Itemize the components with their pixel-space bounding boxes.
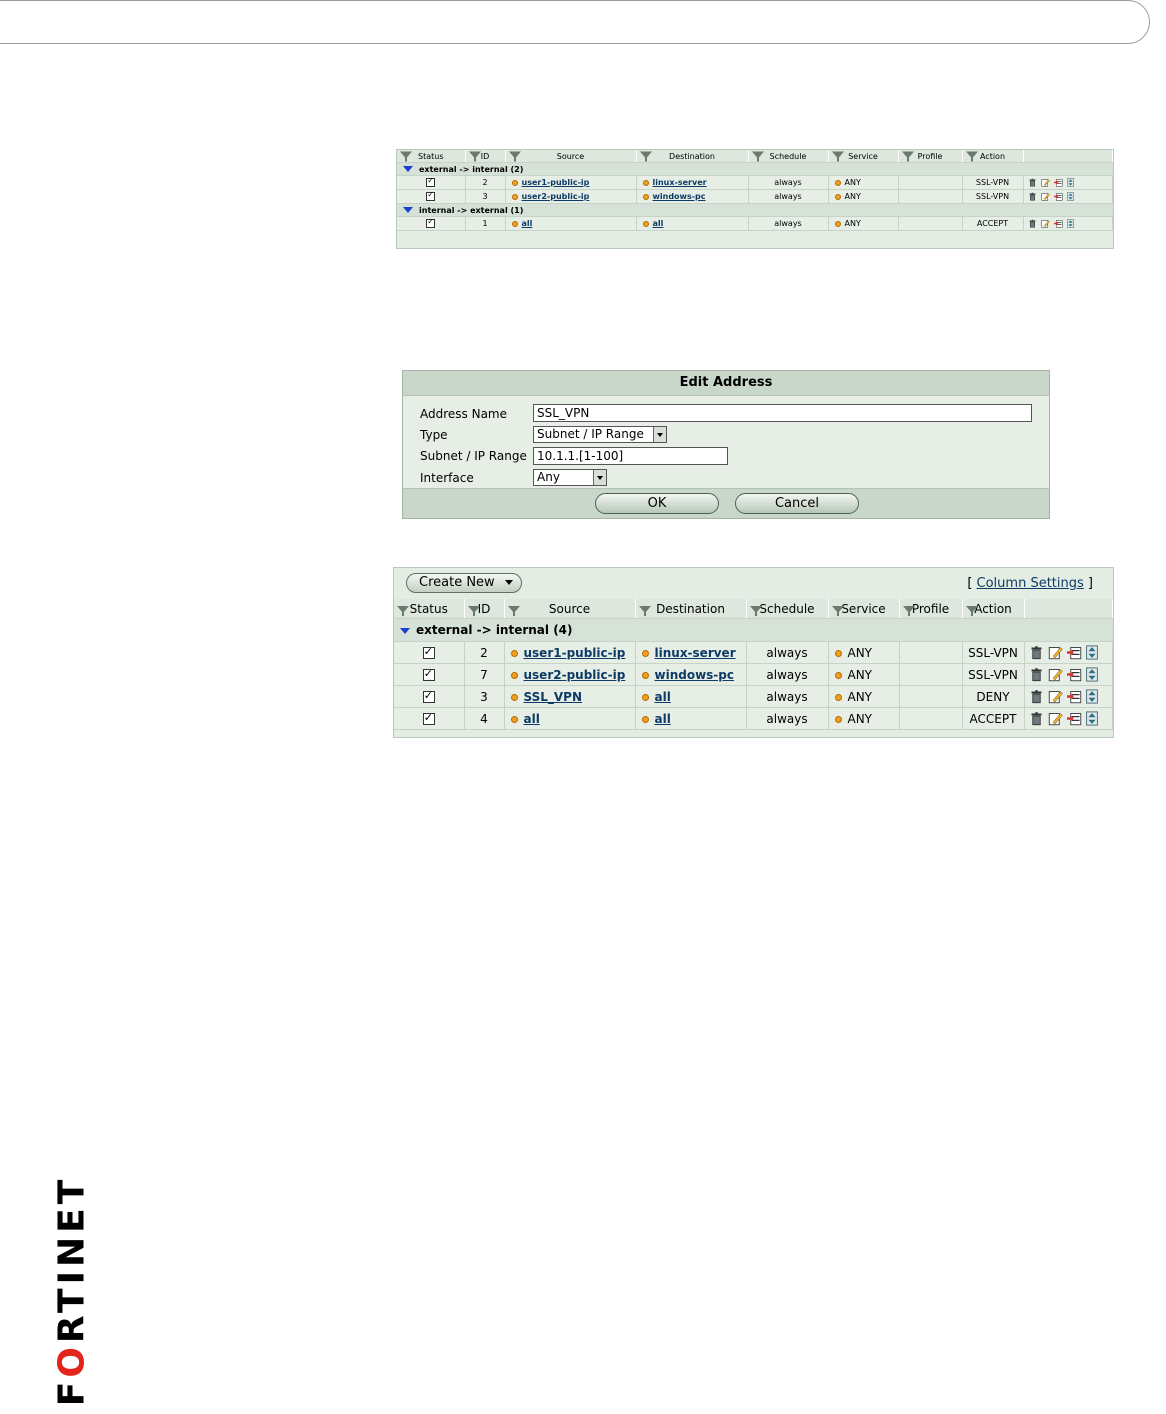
- column-header-actions: [1024, 599, 1113, 619]
- source-link[interactable]: SSL_VPN: [523, 689, 583, 704]
- column-header-label: Source: [556, 151, 585, 161]
- destination-link[interactable]: all: [654, 711, 671, 726]
- status-cell: [397, 190, 465, 204]
- filter-icon[interactable]: [752, 152, 764, 161]
- address-dot-icon: [642, 650, 649, 657]
- group-row[interactable]: [397, 163, 1113, 176]
- address-dot-icon: [511, 672, 518, 679]
- column-header-label: Service: [848, 151, 878, 161]
- column-header-label: Profile: [917, 151, 943, 161]
- column-header-destination[interactable]: [636, 150, 748, 163]
- source-cell: [504, 686, 635, 708]
- edit-icon[interactable]: [1041, 219, 1050, 228]
- expand-triangle-icon[interactable]: [400, 628, 410, 634]
- address-name-label: Address Name: [420, 407, 508, 421]
- column-header-status[interactable]: [397, 150, 465, 163]
- service-cell: ANY: [828, 176, 898, 190]
- source-link[interactable]: all: [521, 219, 533, 228]
- policy-table-after: [393, 567, 1114, 738]
- id-cell: 4: [464, 708, 504, 730]
- insert-policy-icon[interactable]: [1054, 219, 1063, 228]
- service-cell: ANY: [828, 686, 899, 708]
- column-header-label: Source: [548, 601, 591, 616]
- column-header-service[interactable]: [828, 150, 898, 163]
- cancel-button[interactable]: Cancel: [735, 493, 859, 514]
- bracket-close: ]: [1087, 576, 1093, 591]
- source-link[interactable]: user2-public-ip: [521, 192, 590, 201]
- column-header-label: Action: [974, 601, 1012, 616]
- table-row: [394, 642, 1113, 664]
- bracket-open: [: [967, 576, 973, 591]
- row-actions: [1024, 664, 1113, 686]
- service-cell: ANY: [828, 664, 899, 686]
- schedule-cell: always: [748, 217, 828, 231]
- delete-icon[interactable]: [1029, 689, 1044, 704]
- move-icon[interactable]: [1067, 178, 1074, 187]
- edit-icon[interactable]: [1048, 689, 1063, 704]
- address-dot-icon: [512, 221, 518, 227]
- insert-policy-icon[interactable]: [1054, 178, 1063, 187]
- id-cell: 2: [465, 176, 505, 190]
- expand-triangle-icon[interactable]: [403, 166, 413, 172]
- destination-cell: [635, 642, 746, 664]
- page-header-bar: [0, 0, 1150, 44]
- id-cell: 1: [465, 217, 505, 231]
- type-label: Type: [420, 428, 448, 442]
- filter-icon[interactable]: [397, 602, 409, 616]
- service-dot-icon: [835, 650, 842, 657]
- insert-policy-icon[interactable]: [1054, 192, 1063, 201]
- chevron-down-icon[interactable]: [593, 470, 606, 485]
- destination-link[interactable]: linux-server: [654, 645, 736, 660]
- service-cell: ANY: [828, 190, 898, 204]
- schedule-cell: always: [746, 708, 828, 730]
- group-label[interactable]: external -> internal (2): [397, 163, 1113, 176]
- column-header-label: Schedule: [759, 601, 815, 616]
- filter-icon[interactable]: [640, 152, 652, 161]
- column-header-profile[interactable]: [899, 599, 962, 619]
- move-icon[interactable]: [1086, 667, 1098, 682]
- source-cell: [504, 642, 635, 664]
- address-dot-icon: [642, 694, 649, 701]
- move-icon[interactable]: [1067, 219, 1074, 228]
- address-dot-icon: [643, 194, 649, 200]
- move-icon[interactable]: [1086, 645, 1098, 660]
- column-header-profile[interactable]: [898, 150, 962, 163]
- filter-icon[interactable]: [902, 152, 914, 161]
- column-header-label: ID: [477, 601, 491, 616]
- interface-select-value: Any: [537, 470, 560, 484]
- destination-cell: [635, 708, 746, 730]
- row-actions: [1024, 708, 1113, 730]
- service-dot-icon: [835, 221, 841, 227]
- status-checkbox[interactable]: [423, 713, 435, 725]
- status-checkbox[interactable]: [426, 219, 435, 228]
- column-header-label: Destination: [656, 601, 725, 616]
- address-dot-icon: [511, 650, 518, 657]
- schedule-cell: always: [746, 686, 828, 708]
- profile-cell: [899, 708, 962, 730]
- status-checkbox[interactable]: [423, 669, 435, 681]
- action-cell: DENY: [962, 686, 1024, 708]
- column-header-id[interactable]: [464, 599, 504, 619]
- edit-icon[interactable]: [1041, 178, 1050, 187]
- filter-icon[interactable]: [509, 152, 521, 161]
- status-cell: [394, 686, 464, 708]
- destination-cell: [636, 217, 748, 231]
- destination-cell: [635, 664, 746, 686]
- create-new-button[interactable]: [406, 573, 522, 593]
- action-cell: ACCEPT: [962, 708, 1024, 730]
- table-row: [394, 686, 1113, 708]
- ok-button[interactable]: OK: [595, 493, 719, 514]
- action-cell: SSL-VPN: [962, 176, 1023, 190]
- status-checkbox[interactable]: [426, 192, 435, 201]
- interface-select[interactable]: [533, 469, 607, 486]
- address-dot-icon: [511, 716, 518, 723]
- filter-icon[interactable]: [468, 602, 480, 616]
- filter-icon[interactable]: [903, 602, 915, 616]
- chevron-down-icon: [505, 580, 513, 585]
- destination-cell: [636, 176, 748, 190]
- service-dot-icon: [835, 694, 842, 701]
- column-header-schedule[interactable]: [746, 599, 828, 619]
- status-cell: [397, 176, 465, 190]
- row-actions: [1023, 217, 1113, 231]
- source-cell: [504, 708, 635, 730]
- move-icon[interactable]: [1086, 689, 1098, 704]
- subnet-input[interactable]: 10.1.1.[1-100]: [533, 447, 728, 465]
- id-cell: 7: [464, 664, 504, 686]
- status-cell: [397, 217, 465, 231]
- column-header-action[interactable]: [962, 150, 1023, 163]
- filter-icon[interactable]: [639, 602, 651, 616]
- address-dot-icon: [643, 180, 649, 186]
- source-link[interactable]: user2-public-ip: [523, 667, 626, 682]
- destination-link[interactable]: all: [654, 689, 671, 704]
- column-header-label: Service: [841, 601, 886, 616]
- column-header-label: Status: [409, 601, 448, 616]
- profile-cell: [898, 176, 962, 190]
- row-actions: [1024, 642, 1113, 664]
- move-icon[interactable]: [1086, 711, 1098, 726]
- address-dot-icon: [512, 194, 518, 200]
- group-label[interactable]: external -> internal (4): [394, 619, 1113, 642]
- insert-policy-icon[interactable]: [1067, 667, 1082, 682]
- schedule-cell: always: [748, 190, 828, 204]
- move-icon[interactable]: [1067, 192, 1074, 201]
- id-cell: 3: [464, 686, 504, 708]
- source-cell: [504, 664, 635, 686]
- status-checkbox[interactable]: [426, 178, 435, 187]
- status-cell: [394, 642, 464, 664]
- source-link[interactable]: all: [523, 711, 540, 726]
- table-row: [397, 217, 1113, 231]
- group-label[interactable]: internal -> external (1): [397, 204, 1113, 217]
- column-settings-link[interactable]: Column Settings: [976, 576, 1084, 591]
- id-cell: 2: [464, 642, 504, 664]
- profile-cell: [899, 664, 962, 686]
- profile-cell: [899, 686, 962, 708]
- chevron-down-icon[interactable]: [653, 427, 666, 442]
- action-cell: SSL-VPN: [962, 664, 1024, 686]
- column-header-label: ID: [480, 151, 490, 161]
- action-cell: SSL-VPN: [962, 642, 1024, 664]
- column-header-status[interactable]: [394, 599, 464, 619]
- table-row: [397, 176, 1113, 190]
- delete-icon[interactable]: [1029, 667, 1044, 682]
- profile-cell: [898, 217, 962, 231]
- edit-icon[interactable]: [1048, 711, 1063, 726]
- column-settings: [967, 576, 1093, 591]
- type-select-value: Subnet / IP Range: [537, 427, 644, 441]
- column-header-label: Status: [418, 151, 444, 161]
- service-dot-icon: [835, 194, 841, 200]
- service-cell: ANY: [828, 708, 899, 730]
- status-checkbox[interactable]: [423, 647, 435, 659]
- delete-icon[interactable]: [1028, 192, 1037, 201]
- destination-link[interactable]: all: [652, 219, 664, 228]
- status-cell: [394, 708, 464, 730]
- status-cell: [394, 664, 464, 686]
- action-cell: ACCEPT: [962, 217, 1023, 231]
- source-link[interactable]: user1-public-ip: [521, 178, 590, 187]
- delete-icon[interactable]: [1028, 178, 1037, 187]
- address-dot-icon: [512, 180, 518, 186]
- address-dot-icon: [642, 672, 649, 679]
- row-actions: [1023, 190, 1113, 204]
- filter-icon[interactable]: [832, 152, 844, 161]
- table-row: [394, 664, 1113, 686]
- source-cell: [505, 190, 636, 204]
- schedule-cell: always: [746, 664, 828, 686]
- schedule-cell: always: [746, 642, 828, 664]
- delete-icon[interactable]: [1029, 711, 1044, 726]
- column-header-id[interactable]: [465, 150, 505, 163]
- policy-table-before: [396, 149, 1114, 249]
- column-header-label: Profile: [911, 601, 950, 616]
- destination-link[interactable]: windows-pc: [652, 192, 706, 201]
- delete-icon[interactable]: [1029, 645, 1044, 660]
- source-cell: [505, 217, 636, 231]
- filter-icon[interactable]: [966, 152, 978, 161]
- edit-icon[interactable]: [1048, 667, 1063, 682]
- id-cell: 3: [465, 190, 505, 204]
- service-cell: ANY: [828, 642, 899, 664]
- source-link[interactable]: user1-public-ip: [523, 645, 626, 660]
- service-dot-icon: [835, 716, 842, 723]
- profile-cell: [899, 642, 962, 664]
- group-row[interactable]: [397, 204, 1113, 217]
- column-header-schedule[interactable]: [748, 150, 828, 163]
- address-dot-icon: [643, 221, 649, 227]
- filter-icon[interactable]: [966, 602, 978, 616]
- destination-cell: [635, 686, 746, 708]
- logo-text: FORTINET: [51, 1175, 93, 1407]
- insert-policy-icon[interactable]: [1067, 689, 1082, 704]
- schedule-cell: always: [748, 176, 828, 190]
- profile-cell: [898, 190, 962, 204]
- group-row[interactable]: [394, 619, 1113, 642]
- destination-cell: [636, 190, 748, 204]
- column-header-action[interactable]: [962, 599, 1024, 619]
- subnet-label: Subnet / IP Range: [420, 449, 527, 463]
- address-dot-icon: [642, 716, 649, 723]
- expand-triangle-icon[interactable]: [403, 207, 413, 213]
- column-header-source[interactable]: [505, 150, 636, 163]
- insert-policy-icon[interactable]: [1067, 711, 1082, 726]
- type-select[interactable]: [533, 426, 667, 443]
- create-new-label: Create New: [419, 575, 495, 590]
- service-cell: ANY: [828, 217, 898, 231]
- filter-icon[interactable]: [750, 602, 762, 616]
- column-header-label: Schedule: [769, 151, 807, 161]
- column-header-destination[interactable]: [635, 599, 746, 619]
- row-actions: [1023, 176, 1113, 190]
- service-dot-icon: [835, 672, 842, 679]
- edit-address-dialog: [402, 370, 1050, 519]
- status-checkbox[interactable]: [423, 691, 435, 703]
- policy-toolbar: [394, 568, 1113, 599]
- column-header-label: Action: [979, 151, 1006, 161]
- filter-icon[interactable]: [508, 602, 520, 616]
- fortinet-logo: [51, 1168, 93, 1414]
- dialog-title: Edit Address: [403, 371, 1049, 396]
- table-row: [397, 190, 1113, 204]
- filter-icon[interactable]: [469, 152, 481, 161]
- service-dot-icon: [835, 180, 841, 186]
- insert-policy-icon[interactable]: [1067, 645, 1082, 660]
- dialog-footer: [403, 488, 1049, 518]
- destination-link[interactable]: windows-pc: [654, 667, 734, 682]
- delete-icon[interactable]: [1028, 219, 1037, 228]
- column-header-label: Destination: [669, 151, 715, 161]
- action-cell: SSL-VPN: [962, 190, 1023, 204]
- destination-link[interactable]: linux-server: [652, 178, 707, 187]
- edit-icon[interactable]: [1041, 192, 1050, 201]
- column-header-source[interactable]: [504, 599, 635, 619]
- source-cell: [505, 176, 636, 190]
- address-name-input[interactable]: SSL_VPN: [533, 404, 1032, 422]
- interface-label: Interface: [420, 471, 474, 485]
- table-row: [394, 708, 1113, 730]
- column-header-actions: [1023, 150, 1113, 163]
- column-header-service[interactable]: [828, 599, 899, 619]
- row-actions: [1024, 686, 1113, 708]
- address-dot-icon: [511, 694, 518, 701]
- filter-icon[interactable]: [400, 152, 412, 161]
- filter-icon[interactable]: [832, 602, 844, 616]
- edit-icon[interactable]: [1048, 645, 1063, 660]
